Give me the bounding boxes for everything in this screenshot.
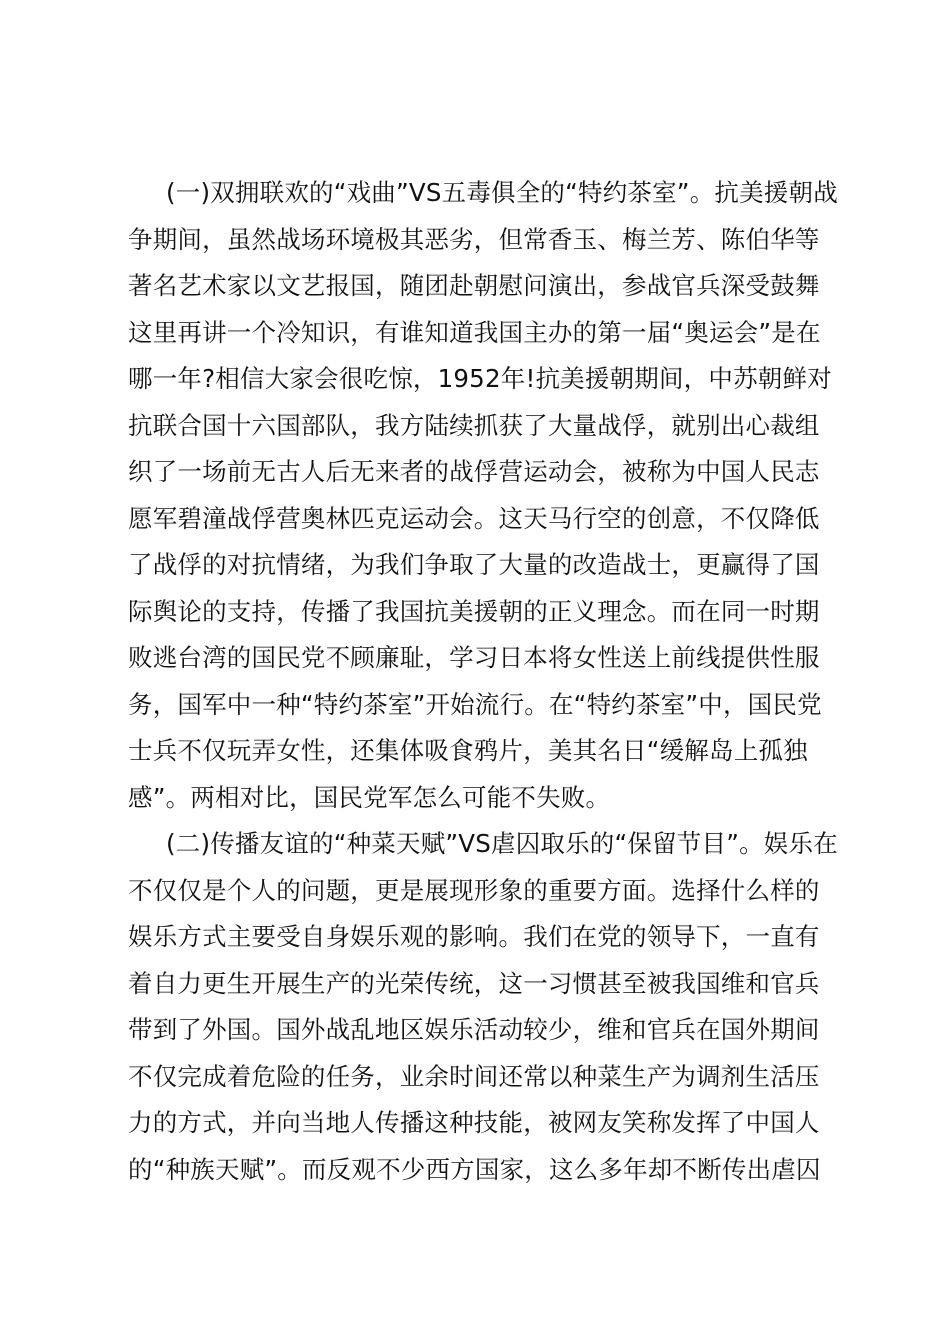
paragraph-1-line: 感”。两相对比，国民党军怎么可能不失败。 — [128, 782, 611, 812]
paragraph-1-line: 愿军碧潼战俘营奥林匹克运动会。这天马行空的创意，不仅降低 — [128, 503, 820, 533]
paragraph-1-line: 务，国军中一种“特约茶室”开始流行。在“特约茶室”中，国民党 — [128, 689, 822, 719]
document-body — [128, 170, 858, 1193]
paragraph-1-line: 著名艺术家以文艺报国，随团赴朝慰问演出，参战官兵深受鼓舞 — [128, 271, 820, 300]
paragraph-2-line: 着自力更生开展生产的光荣传统，这一习惯甚至被我国维和官兵 — [128, 968, 820, 998]
paragraph-1-line: (一)双拥联欢的“戏曲”VS五毒俱全的“特约茶室”。抗美援朝战 — [166, 178, 838, 207]
paragraph-2-line: 力的方式，并向当地人传播这种技能，被网友笑称发挥了中国人 — [128, 1108, 820, 1137]
paragraph-2-line: 不仅完成着危险的任务，业余时间还常以种菜生产为调剂生活压 — [128, 1061, 820, 1091]
paragraph-2-line: 带到了外国。国外战乱地区娱乐活动较少，维和官兵在国外期间 — [128, 1015, 820, 1044]
paragraph-2-line: 娱乐方式主要受自身娱乐观的影响。我们在党的领导下，一直有 — [128, 922, 820, 951]
paragraph-1-line: 了战俘的对抗情绪，为我们争取了大量的改造战士，更赢得了国 — [128, 550, 820, 579]
paragraph-1-line: 织了一场前无古人后无来者的战俘营运动会，被称为中国人民志 — [128, 457, 820, 486]
paragraph-2-line: 的“种族天赋”。而反观不少西方国家，这么多年却不断传出虐囚 — [128, 1154, 821, 1184]
paragraph-1-line: 败逃台湾的国民党不顾廉耻，学习日本将女性送上前线提供性服 — [128, 643, 820, 672]
paragraph-2-line: 不仅仅是个人的问题，更是展现形象的重要方面。选择什么样的 — [128, 875, 820, 905]
paragraph-2 — [128, 821, 858, 1193]
paragraph-1-line: 抗联合国十六国部队，我方陆续抓获了大量战俘，就别出心裁组 — [128, 410, 820, 440]
paragraph-2-line: (二)传播友谊的“种菜天赋”VS虐囚取乐的“保留节目”。娱乐在 — [166, 829, 838, 858]
paragraph-1 — [128, 170, 858, 821]
paragraph-1-line: 争期间，虽然战场环境极其恶劣，但常香玉、梅兰芳、陈伯华等 — [128, 224, 820, 254]
paragraph-1-line: 际舆论的支持，传播了我国抗美援朝的正义理念。而在同一时期 — [128, 596, 820, 626]
paragraph-1-line: 这里再讲一个冷知识，有谁知道我国主办的第一届“奥运会”是在 — [128, 317, 821, 347]
paragraph-1-line: 哪一年?相信大家会很吃惊，1952年!抗美援朝期间，中苏朝鲜对 — [128, 364, 832, 393]
paragraph-1-line: 士兵不仅玩弄女性，还集体吸食鸦片，美其名日“缓解岛上孤独 — [128, 736, 808, 765]
